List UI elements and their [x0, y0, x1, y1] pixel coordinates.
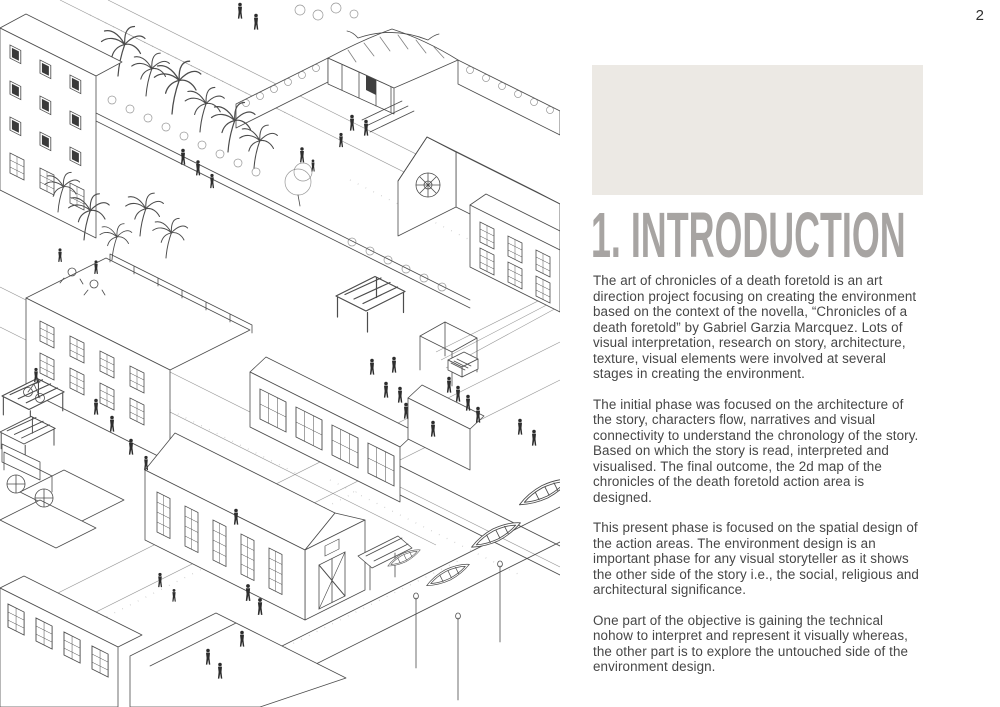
building-top-left	[0, 14, 122, 238]
intro-paragraph-4: One part of the objective is gaining the technical nohow to interpret and represent it visually whereas, the other part is to explore the untouched side of the environment design.	[593, 612, 909, 674]
small-roofs	[0, 470, 124, 548]
intro-paragraph-2: The initial phase was focused on the architecture of the story, characters flow, narratives and visual connectivity to understand the chronology of the story. Based on which the story is read, interpreted and visualised. The final outcome, the 2d map of the chronicles of the death foretold action area is designed.	[593, 396, 919, 505]
body-text	[593, 273, 926, 690]
boats-dock	[386, 473, 560, 700]
building-bottom-left	[0, 576, 142, 707]
photo-placeholder	[592, 65, 923, 195]
top-market-clutter	[238, 3, 358, 30]
roofs-bottom-centre	[130, 613, 346, 707]
text-column	[591, 0, 941, 707]
section-heading: 1. INTRODUCTION	[591, 199, 906, 271]
intro-paragraph-1: The art of chronicles of a death foretold is an art direction project focusing on creating the environment based on the context of the novella, “Chronicles of a death foretold” by Gabriel Garzia Marcquez. Lots of visual interpretation, research on story, architecture, texture, visual elements were involved at several stages in creating the environment.	[593, 273, 917, 381]
building-roof-walkway	[26, 254, 252, 462]
temple	[236, 29, 560, 135]
intro-paragraph-3: This present phase is focused on the spatial design of the action areas. The environment design is an important phase for any visual storyteller as it shows the other side of the story i.e., the social, religious and architectural significance.	[593, 520, 919, 597]
page-number: 2	[975, 7, 984, 24]
